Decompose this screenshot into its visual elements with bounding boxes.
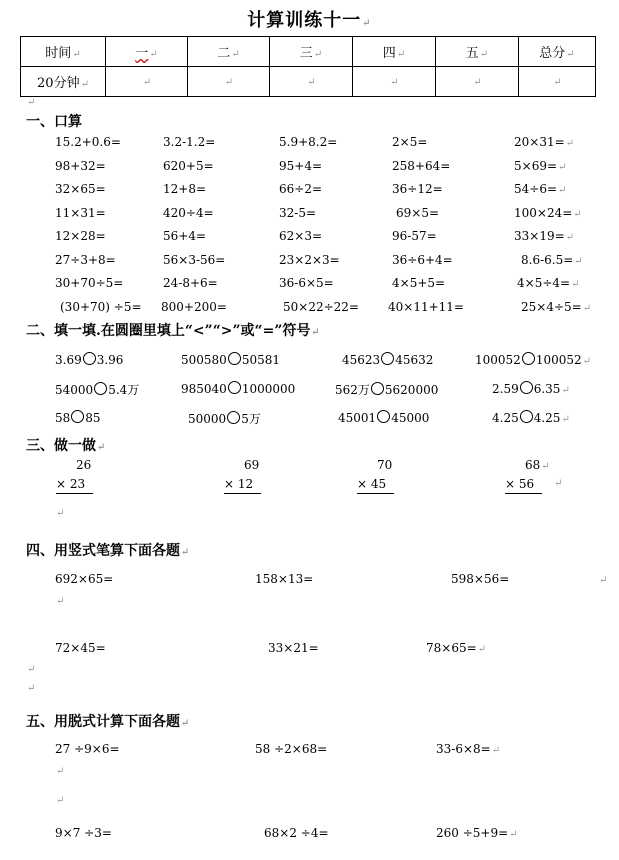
mental-math-item: 50×22÷22=	[283, 299, 359, 314]
header-two: 二↵	[188, 37, 270, 67]
section-heading-do-it: 三、做一做↵	[26, 438, 106, 454]
mental-math-item: 2×5=	[392, 135, 428, 149]
compare-item	[55, 381, 139, 398]
compare-left-value: 45001	[338, 411, 377, 425]
paragraph-mark: ↵	[561, 414, 570, 425]
compare-right-value: 45000	[391, 411, 430, 425]
paragraph-mark: ↵	[571, 279, 580, 290]
score-table	[20, 36, 596, 97]
column-calc-item: 158×13=	[255, 572, 314, 586]
mental-math-item: 23×2×3=	[279, 252, 340, 267]
mental-math-item: 12+8=	[163, 182, 207, 196]
column-calc-item: 33×21=	[268, 641, 319, 655]
compare-item	[335, 381, 438, 398]
column-calc-item: 72×45=	[55, 641, 106, 655]
mental-math-item: 12×28=	[55, 229, 106, 243]
multiplier: × 56	[505, 476, 542, 494]
header-time: 时间↵	[21, 37, 106, 67]
paragraph-mark: ↵	[56, 766, 65, 777]
paragraph-mark: ↵	[56, 795, 65, 806]
column-calc-item: 598×56=	[451, 572, 510, 586]
compare-right-value: 3.96	[96, 353, 124, 367]
paragraph-mark: ↵	[561, 385, 570, 396]
answer-circle[interactable]	[71, 410, 84, 423]
section-heading-compare: 二、填一填.在圆圈里填上“<”“>”或“=”符号↵	[26, 323, 320, 339]
header-one: 一↵	[106, 37, 188, 67]
mental-math-item: 11×31=	[55, 205, 106, 220]
mental-math-item: 62×3=	[279, 229, 323, 243]
paragraph-mark: ↵	[27, 683, 36, 694]
answer-circle[interactable]	[520, 410, 533, 423]
stepwise-calc-item: 33-6×8=↵	[436, 742, 501, 756]
mental-math-item: 36-6×5=	[279, 276, 334, 290]
paragraph-mark: ↵	[574, 255, 583, 267]
compare-item	[342, 352, 433, 367]
mental-math-item: 33×19=↵	[514, 229, 575, 243]
compare-item	[492, 410, 570, 425]
multiplier: × 45	[357, 476, 394, 494]
multiplicand: 70	[377, 458, 393, 472]
compare-item	[492, 381, 570, 396]
mental-math-item: 56+4=	[163, 229, 207, 243]
compare-left-value: 985040	[181, 382, 227, 396]
compare-right-value: 50581	[241, 353, 280, 367]
multiplier: × 12	[224, 476, 261, 494]
multiplier: × 23	[56, 476, 93, 494]
mental-math-item: 54÷6=↵	[514, 182, 567, 196]
score-header-row	[21, 37, 596, 67]
score-cell-one[interactable]: ↵	[106, 67, 188, 97]
header-five: 五↵	[436, 37, 519, 67]
mental-math-item: 8.6-6.5=↵	[521, 252, 583, 267]
stepwise-calc-item: 68×2 ÷4=	[264, 826, 329, 840]
mental-math-item: 3.2-1.2=	[163, 135, 216, 149]
mental-math-item: 5×69=↵	[514, 158, 567, 173]
mental-math-item: (30+70) ÷5=	[60, 299, 142, 314]
paragraph-mark: ↵	[565, 232, 575, 243]
multiplicand: 69	[244, 458, 260, 472]
paragraph-mark: ↵	[56, 508, 65, 519]
header-total: 总分↵	[519, 37, 596, 67]
section-heading-column-calc: 四、用竖式笔算下面各题↵	[26, 543, 190, 559]
score-cell-five[interactable]: ↵	[436, 67, 519, 97]
mental-math-item: 30+70÷5=	[55, 276, 124, 290]
mental-math-item: 36÷12=	[392, 182, 443, 196]
paragraph-mark: ↵	[56, 596, 65, 607]
mental-math-item: 96-57=	[392, 229, 437, 243]
paragraph-mark: ↵	[558, 161, 567, 173]
score-cell-four[interactable]: ↵	[353, 67, 436, 97]
paragraph-mark: ↵	[558, 185, 567, 196]
compare-left-value: 4.25	[492, 411, 519, 425]
answer-circle[interactable]	[522, 352, 535, 365]
compare-left-value: 54000	[55, 383, 94, 397]
paragraph-mark: ↵	[599, 575, 608, 586]
mental-math-item: 66÷2=	[279, 182, 323, 196]
compare-item	[338, 410, 429, 425]
answer-circle[interactable]	[227, 411, 240, 424]
answer-circle[interactable]	[228, 352, 241, 365]
compare-item	[181, 381, 295, 396]
stepwise-calc-item: 58 ÷2×68=	[255, 742, 328, 756]
compare-item	[475, 352, 591, 367]
paragraph-mark: ↵	[573, 208, 582, 220]
section-heading-mental-math: 一、口算	[26, 114, 82, 130]
compare-left-value: 3.69	[55, 353, 82, 367]
paragraph-mark: ↵	[582, 356, 592, 367]
mental-math-item: 27÷3+8=	[55, 252, 116, 267]
score-cell-three[interactable]: ↵	[270, 67, 353, 97]
compare-item	[181, 352, 280, 367]
compare-left-value: 58	[55, 411, 71, 425]
multiplicand: 68↵	[525, 458, 550, 472]
paragraph-mark: ↵	[491, 745, 501, 756]
compare-left-value: 500580	[181, 353, 227, 367]
mental-math-item: 32×65=	[55, 182, 106, 196]
mental-math-item: 56×3-56=	[163, 252, 226, 267]
paragraph-mark: ↵	[509, 829, 518, 840]
mental-math-item: 98+32=	[55, 158, 106, 173]
answer-circle[interactable]	[520, 381, 533, 394]
answer-circle[interactable]	[83, 352, 96, 365]
mental-math-item: 25×4÷5=↵	[521, 299, 592, 314]
stepwise-calc-item: 260 ÷5+9=↵	[436, 826, 518, 840]
compare-left-value: 45623	[342, 353, 381, 367]
paragraph-mark: ↵	[27, 664, 36, 675]
mental-math-item: 69×5=	[396, 205, 440, 220]
header-four: 四↵	[353, 37, 436, 67]
compare-right-value: 1000000	[241, 382, 296, 396]
mental-math-item: 620+5=	[163, 158, 214, 173]
compare-right-value: 5.4万	[108, 383, 140, 397]
answer-circle[interactable]	[94, 382, 107, 395]
score-cell-total[interactable]: ↵	[519, 67, 596, 97]
mental-math-item: 20×31=↵	[514, 135, 575, 149]
time-value: 20分钟↵	[21, 67, 106, 97]
paragraph-mark: ↵	[582, 302, 592, 314]
compare-right-value: 6.35	[533, 382, 561, 396]
paragraph-mark: ↵	[541, 461, 550, 472]
compare-left-value: 2.59	[492, 382, 519, 396]
mental-math-item: 5.9+8.2=	[279, 135, 338, 149]
mental-math-item: 4×5+5=	[392, 276, 446, 290]
compare-right-value: 100052	[535, 353, 582, 367]
mental-math-item: 95+4=	[279, 158, 323, 173]
mental-math-item: 800+200=	[161, 299, 227, 314]
answer-circle[interactable]	[381, 352, 394, 365]
header-three: 三↵	[270, 37, 353, 67]
stepwise-calc-item: 27 ÷9×6=	[55, 742, 120, 756]
paragraph-mark: ↵	[554, 478, 563, 489]
answer-circle[interactable]	[228, 381, 241, 394]
paragraph-mark: ↵	[477, 644, 487, 655]
mental-math-item: 32-5=	[279, 205, 317, 220]
compare-right-value: 5万	[241, 412, 261, 426]
mental-math-item: 36÷6+4=	[392, 252, 453, 267]
paragraph-mark: ↵	[565, 138, 575, 149]
page-title: 计算训练十一↵	[247, 10, 372, 31]
mental-math-item: 258+64=	[392, 158, 451, 173]
score-cell-two[interactable]: ↵	[188, 67, 270, 97]
compare-left-value: 562万	[335, 383, 370, 397]
compare-right-value: 4.25	[533, 411, 561, 425]
compare-right-value: 5620000	[384, 383, 439, 397]
compare-item	[55, 352, 123, 367]
compare-item	[188, 410, 261, 427]
mental-math-item: 24-8+6=	[163, 276, 218, 290]
mental-math-item: 4×5÷4=↵	[517, 276, 580, 290]
compare-right-value: 45632	[395, 353, 434, 367]
compare-right-value: 85	[85, 411, 101, 425]
mental-math-item: 420÷4=	[163, 205, 214, 220]
section-heading-stepwise: 五、用脱式计算下面各题↵	[26, 714, 190, 730]
mental-math-item: 100×24=↵	[514, 205, 582, 220]
answer-circle[interactable]	[377, 410, 390, 423]
compare-left-value: 100052	[475, 353, 521, 367]
column-calc-item: 692×65=	[55, 572, 114, 586]
column-calc-item: 78×65=↵	[426, 641, 487, 655]
mental-math-item: 40×11+11=	[388, 299, 464, 314]
compare-left-value: 50000	[188, 412, 227, 426]
stepwise-calc-item: 9×7 ÷3=	[55, 826, 112, 840]
mental-math-item: 15.2+0.6=	[55, 135, 121, 149]
answer-circle[interactable]	[371, 382, 384, 395]
paragraph-mark: ↵	[27, 97, 36, 108]
compare-item	[55, 410, 101, 425]
multiplicand: 26	[76, 458, 92, 472]
score-value-row	[21, 67, 596, 97]
